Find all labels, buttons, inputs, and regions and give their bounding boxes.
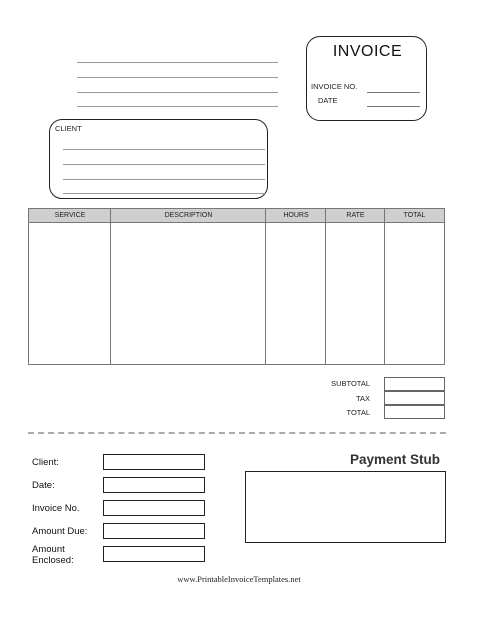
cut-line <box>28 432 446 434</box>
client-line-1[interactable] <box>63 149 265 150</box>
stub-amount-enclosed-label-1: Amount <box>32 544 65 555</box>
invoice-no-field[interactable] <box>367 92 420 93</box>
stub-amount-enclosed-label-2: Enclosed: <box>32 555 74 566</box>
total-field[interactable] <box>384 405 445 419</box>
invoice-no-label: INVOICE NO. <box>311 82 358 91</box>
stub-invoice-no-field[interactable] <box>103 500 205 516</box>
col-service-header: SERVICE <box>54 212 86 219</box>
tax-label: TAX <box>355 394 370 403</box>
stub-invoice-no-label: Invoice No. <box>32 503 80 514</box>
subtotal-label: SUBTOTAL <box>331 379 370 388</box>
invoice-box <box>306 36 427 121</box>
invoice-date-field[interactable] <box>367 106 420 107</box>
table-header <box>29 209 444 223</box>
stub-amount-enclosed-field[interactable] <box>103 546 205 562</box>
tax-field[interactable] <box>384 391 445 405</box>
client-label: CLIENT <box>55 124 82 133</box>
service-cell[interactable] <box>29 223 110 364</box>
stub-client-field[interactable] <box>103 454 205 470</box>
stub-date-field[interactable] <box>103 477 205 493</box>
sender-line-4[interactable] <box>77 106 278 107</box>
client-line-4[interactable] <box>63 193 265 194</box>
invoice-date-label: DATE <box>318 96 338 105</box>
sender-line-2[interactable] <box>77 77 278 78</box>
client-line-3[interactable] <box>63 179 265 180</box>
items-table <box>28 208 445 365</box>
col-hours-header: HOURS <box>283 212 309 219</box>
stub-amount-due-field[interactable] <box>103 523 205 539</box>
hours-cell[interactable] <box>266 223 325 364</box>
payment-stub-address-box[interactable] <box>245 471 446 543</box>
col-rate-header: RATE <box>346 212 365 219</box>
stub-client-label: Client: <box>32 457 59 468</box>
col-total-header: TOTAL <box>403 212 426 219</box>
subtotal-field[interactable] <box>384 377 445 391</box>
stub-date-label: Date: <box>32 480 55 491</box>
description-cell[interactable] <box>111 223 265 364</box>
total-label: TOTAL <box>346 408 370 417</box>
stub-amount-due-label: Amount Due: <box>32 526 88 537</box>
sender-line-3[interactable] <box>77 92 278 93</box>
total-cell[interactable] <box>385 223 444 364</box>
payment-stub-title: Payment Stub <box>349 452 440 467</box>
col-description-header: DESCRIPTION <box>164 212 213 219</box>
client-line-2[interactable] <box>63 164 265 165</box>
rate-cell[interactable] <box>326 223 384 364</box>
sender-line-1[interactable] <box>77 62 278 63</box>
footer-url: www.PrintableInvoiceTemplates.net <box>177 574 301 584</box>
invoice-title: INVOICE <box>332 43 403 60</box>
client-box <box>49 119 268 199</box>
